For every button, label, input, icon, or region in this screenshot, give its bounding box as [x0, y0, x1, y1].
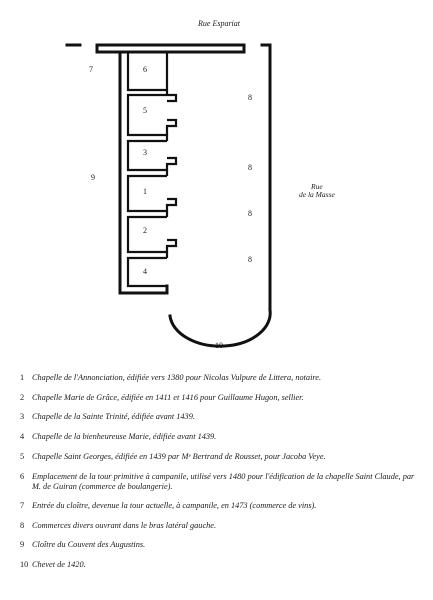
marker-8-a: 8: [248, 93, 252, 102]
legend-item-8: [20, 521, 420, 531]
legend-item-10: [20, 560, 420, 570]
marker-8-d: 8: [248, 255, 252, 264]
legend: [20, 373, 420, 580]
legend-num: 8: [20, 520, 25, 530]
legend-item-6: [20, 472, 420, 493]
street-label-top: Rue Espariat: [198, 19, 240, 28]
marker-9: 9: [91, 173, 95, 182]
marker-1: 1: [143, 187, 147, 196]
legend-num: 6: [20, 471, 25, 481]
legend-text: Chapelle Saint Georges, édifiée en 1439 par Mᵉ Bertrand de Rousset, pour Jacoba Veye.: [32, 451, 326, 461]
legend-num: 5: [20, 451, 25, 461]
marker-2: 2: [143, 226, 147, 235]
street-label-right-1: Rue: [311, 182, 323, 191]
legend-item-3: [20, 412, 420, 422]
legend-text: Commerces divers ouvrant dans le bras latéral gauche.: [32, 520, 217, 530]
legend-item-7: [20, 501, 420, 511]
legend-item-4: [20, 432, 420, 442]
legend-item-1: [20, 373, 420, 383]
marker-3: 3: [143, 148, 147, 157]
legend-item-5: [20, 452, 420, 462]
legend-num: 3: [20, 412, 25, 422]
legend-num: 9: [20, 540, 25, 550]
marker-4: 4: [143, 267, 147, 276]
legend-num: 10: [20, 559, 29, 569]
legend-text: Entrée du cloître, devenue la tour actuelle, à campanile, en 1473 (commerce de vins).: [32, 500, 317, 510]
marker-8-b: 8: [248, 163, 252, 172]
legend-num: 7: [20, 500, 25, 510]
legend-text: Chapelle de la Sainte Trinité, édifiée avant 1439.: [32, 412, 195, 422]
marker-8-c: 8: [248, 209, 252, 218]
legend-item-2: [20, 393, 420, 403]
legend-text: Chapelle de l'Annonciation, édifiée vers 1380 pour Nicolas Vulpure de Littera, notaire.: [32, 373, 322, 382]
legend-num: 2: [20, 392, 25, 402]
legend-text: Chapelle de la bienheureuse Marie, édifiée avant 1439.: [32, 432, 217, 442]
legend-text: Chevet de 1420.: [32, 559, 86, 569]
legend-num: 4: [20, 432, 25, 442]
marker-7: 7: [89, 65, 93, 74]
marker-10: 10: [215, 341, 223, 350]
legend-text: Cloître du Couvent des Augustins.: [32, 540, 146, 550]
legend-text: Chapelle Marie de Grâce, édifiée en 1411 et 1416 pour Guillaume Hugon, sellier.: [32, 392, 304, 402]
marker-5: 5: [143, 106, 147, 115]
legend-text: Emplacement de la tour primitive à campanile, utilisé vers 1480 pour l'édification de la chapelle Saint Claude, par M. de Guiran (commerce de boulangerie).: [32, 471, 415, 491]
legend-item-9: [20, 540, 420, 550]
street-label-right-2: de la Masse: [299, 190, 335, 199]
legend-num: 1: [20, 373, 25, 382]
walls: [67, 45, 270, 346]
chapel-walls: [128, 52, 176, 286]
marker-6: 6: [143, 65, 147, 74]
